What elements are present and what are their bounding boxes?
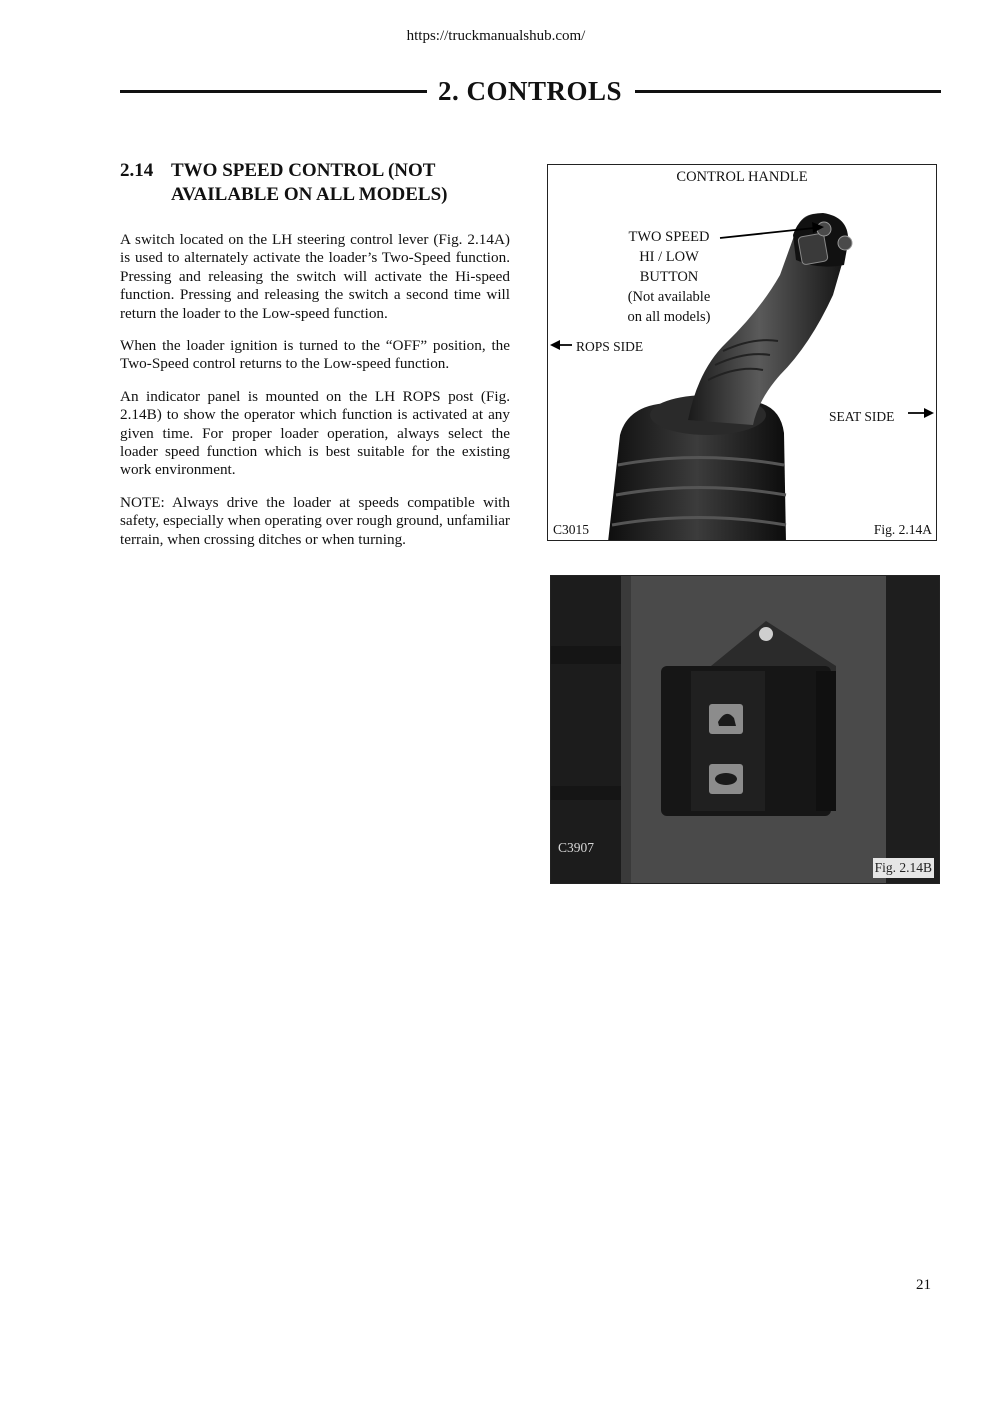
callout-line: (Not available (627, 289, 711, 305)
section-heading (120, 159, 520, 207)
heading-line-1: TWO SPEED CONTROL (NOT (171, 160, 436, 181)
header-rule-left (120, 90, 427, 93)
figure-indicator-panel (550, 575, 940, 884)
indicator-panel-photo (551, 576, 940, 884)
callout-line: BUTTON (639, 269, 699, 285)
note-paragraph: NOTE: Always drive the loader at speeds compatible with safety, especially when operating over rough ground, unfamiliar terrain, when crossing ditches or when turning. (120, 493, 510, 548)
figure-caption: Fig. 2.14B (873, 858, 934, 878)
rops-side-label: ROPS SIDE (576, 339, 644, 354)
figure-code: C3015 (553, 522, 590, 537)
paragraph: A switch located on the LH steering control lever (Fig. 2.14A) is used to alternately activate the loader’s Two-Speed function. Pressing and releasing the switch will activate the Hi-speed function. Pressing and releasing the switch a second time will return the loader to the Low-speed function. (120, 231, 510, 322)
header-rule-right (635, 90, 941, 93)
figure-control-handle (547, 164, 937, 541)
heading-number: 2.14 (120, 160, 154, 181)
paragraph: When the loader ignition is turned to the “OFF” position, the Two-Speed control returns to the Low-speed function. (120, 337, 510, 373)
figure-title: CONTROL HANDLE (676, 169, 808, 185)
figure-caption: Fig. 2.14A (873, 522, 932, 537)
figure-code: C3907 (558, 840, 595, 855)
button-callout (608, 227, 730, 327)
paragraph: An indicator panel is mounted on the LH ROPS post (Fig. 2.14B) to show the operator which function is activated at any given time. For proper loader operation, always select the loader speed function which is best suitable for the existing work environment. (120, 387, 510, 479)
seat-side-label: SEAT SIDE (829, 409, 895, 424)
heading-line-2: AVAILABLE ON ALL MODELS) (171, 184, 448, 205)
callout-line: on all models) (627, 309, 711, 325)
callout-line: TWO SPEED (628, 229, 710, 245)
body-text (120, 231, 510, 563)
source-url: https://truckmanualshub.com/ (406, 28, 586, 44)
page-number: 21 (916, 1277, 931, 1293)
section-title: 2. CONTROLS (437, 76, 623, 106)
callout-line: HI / LOW (639, 249, 699, 265)
